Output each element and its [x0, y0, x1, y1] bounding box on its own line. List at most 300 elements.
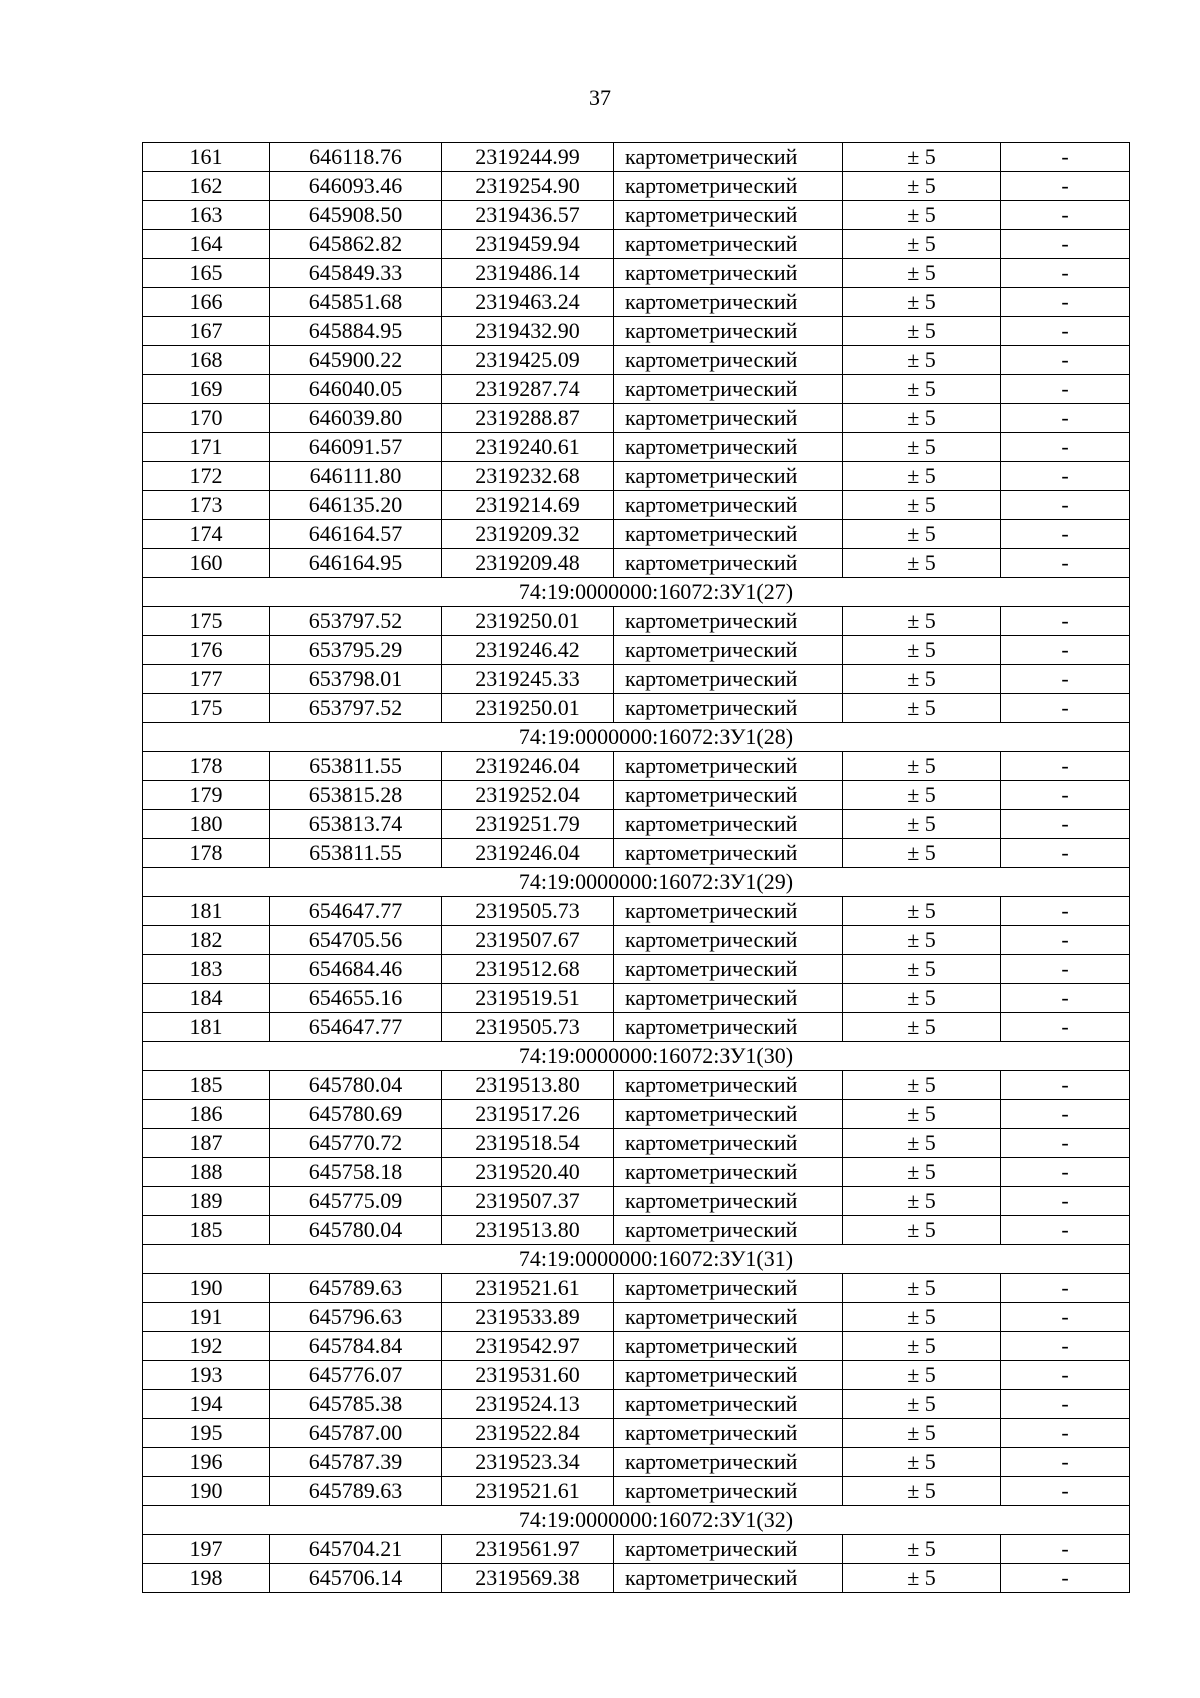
point-number-cell: 189 — [143, 1187, 270, 1216]
point-number-cell: 175 — [143, 607, 270, 636]
y-coordinate-cell: 2319250.01 — [442, 607, 614, 636]
table-row — [143, 897, 1130, 926]
x-coordinate-cell: 645787.00 — [270, 1419, 442, 1448]
method-cell: картометрический — [614, 491, 843, 520]
note-cell: - — [1001, 1361, 1130, 1390]
table-row — [143, 230, 1130, 259]
x-coordinate-cell: 646111.80 — [270, 462, 442, 491]
note-cell: - — [1001, 1158, 1130, 1187]
x-coordinate-cell: 645908.50 — [270, 201, 442, 230]
point-number-cell: 185 — [143, 1071, 270, 1100]
method-cell: картометрический — [614, 375, 843, 404]
accuracy-cell: ± 5 — [843, 810, 1001, 839]
method-cell: картометрический — [614, 984, 843, 1013]
point-number-cell: 196 — [143, 1448, 270, 1477]
point-number-cell: 174 — [143, 520, 270, 549]
point-number-cell: 172 — [143, 462, 270, 491]
point-number-cell: 190 — [143, 1274, 270, 1303]
accuracy-cell: ± 5 — [843, 897, 1001, 926]
method-cell: картометрический — [614, 462, 843, 491]
y-coordinate-cell: 2319522.84 — [442, 1419, 614, 1448]
note-cell: - — [1001, 462, 1130, 491]
x-coordinate-cell: 653813.74 — [270, 810, 442, 839]
point-number-cell: 165 — [143, 259, 270, 288]
table-row — [143, 549, 1130, 578]
point-number-cell: 164 — [143, 230, 270, 259]
section-header-row — [143, 1042, 1130, 1071]
y-coordinate-cell: 2319251.79 — [442, 810, 614, 839]
point-number-cell: 197 — [143, 1535, 270, 1564]
accuracy-cell: ± 5 — [843, 1448, 1001, 1477]
note-cell: - — [1001, 1332, 1130, 1361]
y-coordinate-cell: 2319254.90 — [442, 172, 614, 201]
y-coordinate-cell: 2319250.01 — [442, 694, 614, 723]
table-row — [143, 1564, 1130, 1593]
x-coordinate-cell: 645780.69 — [270, 1100, 442, 1129]
accuracy-cell: ± 5 — [843, 1187, 1001, 1216]
y-coordinate-cell: 2319232.68 — [442, 462, 614, 491]
note-cell: - — [1001, 984, 1130, 1013]
method-cell: картометрический — [614, 636, 843, 665]
note-cell: - — [1001, 1274, 1130, 1303]
accuracy-cell: ± 5 — [843, 491, 1001, 520]
note-cell: - — [1001, 694, 1130, 723]
y-coordinate-cell: 2319505.73 — [442, 1013, 614, 1042]
y-coordinate-cell: 2319245.33 — [442, 665, 614, 694]
note-cell: - — [1001, 1071, 1130, 1100]
note-cell: - — [1001, 636, 1130, 665]
method-cell: картометрический — [614, 1274, 843, 1303]
accuracy-cell: ± 5 — [843, 1129, 1001, 1158]
note-cell: - — [1001, 433, 1130, 462]
accuracy-cell: ± 5 — [843, 1419, 1001, 1448]
x-coordinate-cell: 646093.46 — [270, 172, 442, 201]
accuracy-cell: ± 5 — [843, 1564, 1001, 1593]
accuracy-cell: ± 5 — [843, 839, 1001, 868]
accuracy-cell: ± 5 — [843, 230, 1001, 259]
point-number-cell: 178 — [143, 839, 270, 868]
note-cell: - — [1001, 404, 1130, 433]
y-coordinate-cell: 2319246.42 — [442, 636, 614, 665]
x-coordinate-cell: 645775.09 — [270, 1187, 442, 1216]
x-coordinate-cell: 645706.14 — [270, 1564, 442, 1593]
y-coordinate-cell: 2319520.40 — [442, 1158, 614, 1187]
method-cell: картометрический — [614, 694, 843, 723]
y-coordinate-cell: 2319252.04 — [442, 781, 614, 810]
note-cell: - — [1001, 288, 1130, 317]
x-coordinate-cell: 646118.76 — [270, 143, 442, 172]
y-coordinate-cell: 2319542.97 — [442, 1332, 614, 1361]
method-cell: картометрический — [614, 1216, 843, 1245]
section-label: 74:19:0000000:16072:ЗУ1(31) — [143, 1245, 1130, 1274]
x-coordinate-cell: 653798.01 — [270, 665, 442, 694]
note-cell: - — [1001, 1535, 1130, 1564]
accuracy-cell: ± 5 — [843, 1361, 1001, 1390]
method-cell: картометрический — [614, 433, 843, 462]
accuracy-cell: ± 5 — [843, 346, 1001, 375]
table-row — [143, 752, 1130, 781]
table-row — [143, 462, 1130, 491]
point-number-cell: 176 — [143, 636, 270, 665]
point-number-cell: 179 — [143, 781, 270, 810]
x-coordinate-cell: 653797.52 — [270, 694, 442, 723]
point-number-cell: 184 — [143, 984, 270, 1013]
note-cell: - — [1001, 1129, 1130, 1158]
accuracy-cell: ± 5 — [843, 955, 1001, 984]
point-number-cell: 169 — [143, 375, 270, 404]
x-coordinate-cell: 645884.95 — [270, 317, 442, 346]
section-header-row — [143, 868, 1130, 897]
accuracy-cell: ± 5 — [843, 317, 1001, 346]
point-number-cell: 171 — [143, 433, 270, 462]
accuracy-cell: ± 5 — [843, 926, 1001, 955]
accuracy-cell: ± 5 — [843, 636, 1001, 665]
note-cell: - — [1001, 839, 1130, 868]
y-coordinate-cell: 2319432.90 — [442, 317, 614, 346]
coordinates-table-body — [143, 143, 1130, 1593]
y-coordinate-cell: 2319513.80 — [442, 1071, 614, 1100]
method-cell: картометрический — [614, 1332, 843, 1361]
point-number-cell: 198 — [143, 1564, 270, 1593]
table-row — [143, 491, 1130, 520]
point-number-cell: 161 — [143, 143, 270, 172]
method-cell: картометрический — [614, 810, 843, 839]
point-number-cell: 163 — [143, 201, 270, 230]
x-coordinate-cell: 645704.21 — [270, 1535, 442, 1564]
y-coordinate-cell: 2319523.34 — [442, 1448, 614, 1477]
table-row — [143, 1129, 1130, 1158]
method-cell: картометрический — [614, 1158, 843, 1187]
accuracy-cell: ± 5 — [843, 1013, 1001, 1042]
note-cell: - — [1001, 491, 1130, 520]
point-number-cell: 190 — [143, 1477, 270, 1506]
table-row — [143, 1332, 1130, 1361]
table-row — [143, 1361, 1130, 1390]
note-cell: - — [1001, 375, 1130, 404]
note-cell: - — [1001, 1187, 1130, 1216]
x-coordinate-cell: 646091.57 — [270, 433, 442, 462]
point-number-cell: 193 — [143, 1361, 270, 1390]
section-label: 74:19:0000000:16072:ЗУ1(30) — [143, 1042, 1130, 1071]
point-number-cell: 192 — [143, 1332, 270, 1361]
y-coordinate-cell: 2319533.89 — [442, 1303, 614, 1332]
accuracy-cell: ± 5 — [843, 1477, 1001, 1506]
method-cell: картометрический — [614, 665, 843, 694]
accuracy-cell: ± 5 — [843, 172, 1001, 201]
method-cell: картометрический — [614, 1448, 843, 1477]
accuracy-cell: ± 5 — [843, 1158, 1001, 1187]
x-coordinate-cell: 653811.55 — [270, 752, 442, 781]
section-header-row — [143, 1245, 1130, 1274]
accuracy-cell: ± 5 — [843, 1100, 1001, 1129]
x-coordinate-cell: 653797.52 — [270, 607, 442, 636]
method-cell: картометрический — [614, 520, 843, 549]
page-number: 37 — [589, 85, 611, 110]
method-cell: картометрический — [614, 172, 843, 201]
y-coordinate-cell: 2319561.97 — [442, 1535, 614, 1564]
x-coordinate-cell: 653811.55 — [270, 839, 442, 868]
method-cell: картометрический — [614, 1564, 843, 1593]
x-coordinate-cell: 645789.63 — [270, 1274, 442, 1303]
point-number-cell: 170 — [143, 404, 270, 433]
note-cell: - — [1001, 1419, 1130, 1448]
y-coordinate-cell: 2319459.94 — [442, 230, 614, 259]
point-number-cell: 182 — [143, 926, 270, 955]
y-coordinate-cell: 2319521.61 — [442, 1477, 614, 1506]
method-cell: картометрический — [614, 1535, 843, 1564]
y-coordinate-cell: 2319517.26 — [442, 1100, 614, 1129]
note-cell: - — [1001, 346, 1130, 375]
table-row — [143, 375, 1130, 404]
note-cell: - — [1001, 143, 1130, 172]
point-number-cell: 186 — [143, 1100, 270, 1129]
y-coordinate-cell: 2319505.73 — [442, 897, 614, 926]
accuracy-cell: ± 5 — [843, 462, 1001, 491]
accuracy-cell: ± 5 — [843, 259, 1001, 288]
table-row — [143, 404, 1130, 433]
accuracy-cell: ± 5 — [843, 1303, 1001, 1332]
method-cell: картометрический — [614, 143, 843, 172]
table-row — [143, 1303, 1130, 1332]
y-coordinate-cell: 2319209.48 — [442, 549, 614, 578]
x-coordinate-cell: 645849.33 — [270, 259, 442, 288]
note-cell: - — [1001, 665, 1130, 694]
table-row — [143, 1448, 1130, 1477]
point-number-cell: 183 — [143, 955, 270, 984]
accuracy-cell: ± 5 — [843, 665, 1001, 694]
point-number-cell: 187 — [143, 1129, 270, 1158]
point-number-cell: 185 — [143, 1216, 270, 1245]
section-label: 74:19:0000000:16072:ЗУ1(27) — [143, 578, 1130, 607]
point-number-cell: 181 — [143, 897, 270, 926]
table-row — [143, 607, 1130, 636]
y-coordinate-cell: 2319524.13 — [442, 1390, 614, 1419]
point-number-cell: 191 — [143, 1303, 270, 1332]
point-number-cell: 195 — [143, 1419, 270, 1448]
y-coordinate-cell: 2319214.69 — [442, 491, 614, 520]
table-row — [143, 1071, 1130, 1100]
table-row — [143, 259, 1130, 288]
x-coordinate-cell: 646135.20 — [270, 491, 442, 520]
note-cell: - — [1001, 1100, 1130, 1129]
note-cell: - — [1001, 926, 1130, 955]
point-number-cell: 181 — [143, 1013, 270, 1042]
y-coordinate-cell: 2319518.54 — [442, 1129, 614, 1158]
table-row — [143, 346, 1130, 375]
method-cell: картометрический — [614, 781, 843, 810]
y-coordinate-cell: 2319287.74 — [442, 375, 614, 404]
accuracy-cell: ± 5 — [843, 549, 1001, 578]
note-cell: - — [1001, 230, 1130, 259]
table-row — [143, 520, 1130, 549]
x-coordinate-cell: 645780.04 — [270, 1071, 442, 1100]
x-coordinate-cell: 645862.82 — [270, 230, 442, 259]
note-cell: - — [1001, 520, 1130, 549]
table-row — [143, 1158, 1130, 1187]
note-cell: - — [1001, 172, 1130, 201]
table-row — [143, 1013, 1130, 1042]
accuracy-cell: ± 5 — [843, 1274, 1001, 1303]
table-row — [143, 665, 1130, 694]
x-coordinate-cell: 645770.72 — [270, 1129, 442, 1158]
x-coordinate-cell: 645796.63 — [270, 1303, 442, 1332]
point-number-cell: 173 — [143, 491, 270, 520]
method-cell: картометрический — [614, 955, 843, 984]
y-coordinate-cell: 2319507.37 — [442, 1187, 614, 1216]
note-cell: - — [1001, 781, 1130, 810]
table-row — [143, 1419, 1130, 1448]
method-cell: картометрический — [614, 317, 843, 346]
point-number-cell: 194 — [143, 1390, 270, 1419]
accuracy-cell: ± 5 — [843, 1535, 1001, 1564]
y-coordinate-cell: 2319436.57 — [442, 201, 614, 230]
y-coordinate-cell: 2319531.60 — [442, 1361, 614, 1390]
accuracy-cell: ± 5 — [843, 404, 1001, 433]
x-coordinate-cell: 653795.29 — [270, 636, 442, 665]
x-coordinate-cell: 645789.63 — [270, 1477, 442, 1506]
x-coordinate-cell: 654705.56 — [270, 926, 442, 955]
point-number-cell: 175 — [143, 694, 270, 723]
table-row — [143, 433, 1130, 462]
y-coordinate-cell: 2319425.09 — [442, 346, 614, 375]
table-row — [143, 1274, 1130, 1303]
y-coordinate-cell: 2319463.24 — [442, 288, 614, 317]
section-header-row — [143, 723, 1130, 752]
note-cell: - — [1001, 1390, 1130, 1419]
table-row — [143, 636, 1130, 665]
table-row — [143, 1216, 1130, 1245]
note-cell: - — [1001, 897, 1130, 926]
x-coordinate-cell: 646040.05 — [270, 375, 442, 404]
note-cell: - — [1001, 259, 1130, 288]
y-coordinate-cell: 2319519.51 — [442, 984, 614, 1013]
note-cell: - — [1001, 955, 1130, 984]
table-row — [143, 955, 1130, 984]
table-row — [143, 288, 1130, 317]
method-cell: картометрический — [614, 1361, 843, 1390]
table-row — [143, 926, 1130, 955]
point-number-cell: 178 — [143, 752, 270, 781]
x-coordinate-cell: 645780.04 — [270, 1216, 442, 1245]
note-cell: - — [1001, 1448, 1130, 1477]
section-header-row — [143, 578, 1130, 607]
method-cell: картометрический — [614, 404, 843, 433]
x-coordinate-cell: 645787.39 — [270, 1448, 442, 1477]
method-cell: картометрический — [614, 201, 843, 230]
method-cell: картометрический — [614, 288, 843, 317]
x-coordinate-cell: 646164.57 — [270, 520, 442, 549]
x-coordinate-cell: 645784.84 — [270, 1332, 442, 1361]
point-number-cell: 167 — [143, 317, 270, 346]
section-label: 74:19:0000000:16072:ЗУ1(32) — [143, 1506, 1130, 1535]
note-cell: - — [1001, 1564, 1130, 1593]
note-cell: - — [1001, 607, 1130, 636]
table-row — [143, 839, 1130, 868]
accuracy-cell: ± 5 — [843, 1071, 1001, 1100]
method-cell: картометрический — [614, 1187, 843, 1216]
table-row — [143, 1100, 1130, 1129]
method-cell: картометрический — [614, 346, 843, 375]
method-cell: картометрический — [614, 1013, 843, 1042]
x-coordinate-cell: 654684.46 — [270, 955, 442, 984]
method-cell: картометрический — [614, 549, 843, 578]
table-row — [143, 781, 1130, 810]
table-row — [143, 984, 1130, 1013]
method-cell: картометрический — [614, 839, 843, 868]
section-label: 74:19:0000000:16072:ЗУ1(28) — [143, 723, 1130, 752]
x-coordinate-cell: 645785.38 — [270, 1390, 442, 1419]
method-cell: картометрический — [614, 752, 843, 781]
note-cell: - — [1001, 317, 1130, 346]
table-row — [143, 1390, 1130, 1419]
accuracy-cell: ± 5 — [843, 607, 1001, 636]
x-coordinate-cell: 645776.07 — [270, 1361, 442, 1390]
x-coordinate-cell: 645758.18 — [270, 1158, 442, 1187]
method-cell: картометрический — [614, 1419, 843, 1448]
point-number-cell: 180 — [143, 810, 270, 839]
method-cell: картометрический — [614, 926, 843, 955]
section-label: 74:19:0000000:16072:ЗУ1(29) — [143, 868, 1130, 897]
accuracy-cell: ± 5 — [843, 984, 1001, 1013]
y-coordinate-cell: 2319288.87 — [442, 404, 614, 433]
accuracy-cell: ± 5 — [843, 1390, 1001, 1419]
method-cell: картометрический — [614, 259, 843, 288]
x-coordinate-cell: 645851.68 — [270, 288, 442, 317]
x-coordinate-cell: 646039.80 — [270, 404, 442, 433]
accuracy-cell: ± 5 — [843, 694, 1001, 723]
section-header-row — [143, 1506, 1130, 1535]
y-coordinate-cell: 2319507.67 — [442, 926, 614, 955]
point-number-cell: 160 — [143, 549, 270, 578]
x-coordinate-cell: 645900.22 — [270, 346, 442, 375]
table-row — [143, 201, 1130, 230]
note-cell: - — [1001, 810, 1130, 839]
method-cell: картометрический — [614, 1129, 843, 1158]
accuracy-cell: ± 5 — [843, 201, 1001, 230]
method-cell: картометрический — [614, 897, 843, 926]
table-row — [143, 172, 1130, 201]
method-cell: картометрический — [614, 230, 843, 259]
table-row — [143, 694, 1130, 723]
x-coordinate-cell: 654647.77 — [270, 1013, 442, 1042]
y-coordinate-cell: 2319521.61 — [442, 1274, 614, 1303]
table-row — [143, 143, 1130, 172]
note-cell: - — [1001, 201, 1130, 230]
method-cell: картометрический — [614, 1071, 843, 1100]
accuracy-cell: ± 5 — [843, 143, 1001, 172]
table-row — [143, 1535, 1130, 1564]
y-coordinate-cell: 2319246.04 — [442, 752, 614, 781]
method-cell: картометрический — [614, 1390, 843, 1419]
accuracy-cell: ± 5 — [843, 520, 1001, 549]
y-coordinate-cell: 2319512.68 — [442, 955, 614, 984]
point-number-cell: 166 — [143, 288, 270, 317]
x-coordinate-cell: 653815.28 — [270, 781, 442, 810]
accuracy-cell: ± 5 — [843, 288, 1001, 317]
note-cell: - — [1001, 1013, 1130, 1042]
accuracy-cell: ± 5 — [843, 1216, 1001, 1245]
method-cell: картометрический — [614, 607, 843, 636]
y-coordinate-cell: 2319209.32 — [442, 520, 614, 549]
x-coordinate-cell: 646164.95 — [270, 549, 442, 578]
accuracy-cell: ± 5 — [843, 433, 1001, 462]
y-coordinate-cell: 2319569.38 — [442, 1564, 614, 1593]
point-number-cell: 162 — [143, 172, 270, 201]
accuracy-cell: ± 5 — [843, 752, 1001, 781]
note-cell: - — [1001, 1303, 1130, 1332]
table-row — [143, 810, 1130, 839]
accuracy-cell: ± 5 — [843, 781, 1001, 810]
